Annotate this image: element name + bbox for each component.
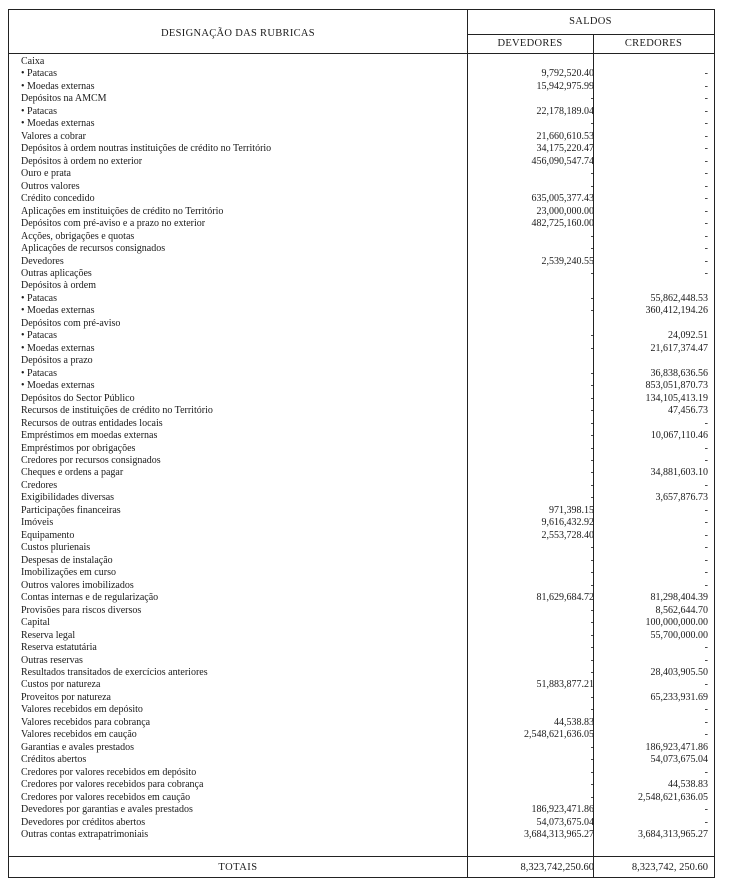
- row-debtors-value: -: [590, 292, 594, 304]
- table-row: [9, 206, 714, 218]
- row-debtors-value: 635,005,377.43: [531, 193, 594, 205]
- row-creditors-value: -: [704, 105, 708, 117]
- table-row: [9, 355, 714, 367]
- row-creditors-value: -: [704, 143, 708, 155]
- table-row: [9, 592, 714, 604]
- totals-rule: [9, 856, 714, 857]
- header-bottom-rule: [9, 53, 714, 54]
- table-row: [9, 655, 714, 667]
- row-creditors-value: -: [704, 218, 708, 230]
- row-debtors-value: -: [590, 405, 594, 417]
- row-label: Equipamento: [21, 529, 75, 541]
- row-debtors-value: -: [590, 691, 594, 703]
- table-row: [9, 318, 714, 330]
- row-label: Cheques e ordens a pagar: [21, 467, 124, 479]
- row-label: Valores recebidos em caução: [21, 729, 137, 741]
- row-debtors-value: 23,000,000.00: [536, 205, 594, 217]
- row-debtors-value: -: [590, 617, 594, 629]
- row-label: Resultados transitados de exercícios anteriores: [21, 666, 208, 678]
- row-debtors-value: -: [590, 180, 594, 192]
- balances-header: SALDOS: [569, 16, 612, 27]
- table-row: [9, 243, 714, 255]
- row-label: Ouro e prata: [21, 168, 71, 180]
- row-creditors-value: -: [704, 243, 708, 255]
- table-row: [9, 630, 714, 642]
- row-creditors-value: -: [704, 504, 708, 516]
- row-label: Depósitos à ordem no exterior: [21, 155, 143, 167]
- row-label: • Patacas: [21, 292, 57, 304]
- row-creditors-value: -: [704, 517, 708, 529]
- row-label: Recursos de instituições de crédito no Território: [21, 405, 213, 417]
- row-debtors-value: -: [590, 604, 594, 616]
- row-debtors-value: -: [590, 629, 594, 641]
- row-label: Provisões para riscos diversos: [21, 604, 142, 616]
- row-creditors-value: -: [704, 816, 708, 828]
- row-label: Outras reservas: [21, 654, 83, 666]
- table-row: [9, 293, 714, 305]
- row-debtors-value: -: [590, 305, 594, 317]
- totals-label: TOTAIS: [218, 862, 258, 873]
- table-row: [9, 617, 714, 629]
- row-debtors-value: -: [590, 342, 594, 354]
- table-row: [9, 181, 714, 193]
- row-debtors-value: 51,883,877.21: [536, 679, 594, 691]
- row-creditors-value: -: [704, 804, 708, 816]
- row-creditors-value: -: [704, 455, 708, 466]
- table-row: [9, 418, 714, 430]
- table-row: [9, 218, 714, 230]
- table-row: [9, 530, 714, 542]
- row-debtors-value: 186,923,471.86: [531, 804, 594, 816]
- table-row: [9, 667, 714, 679]
- row-label: Valores recebidos para cobrança: [21, 716, 151, 728]
- row-debtors-value: -: [590, 542, 594, 554]
- row-debtors-value: -: [590, 741, 594, 753]
- row-creditors-value: -: [704, 679, 708, 691]
- row-label: Depósitos na AMCM: [21, 93, 107, 105]
- row-debtors-value: -: [590, 267, 594, 279]
- table-row: [9, 729, 714, 741]
- row-label: Credores por valores recebidos em depósito: [21, 766, 197, 778]
- table-row: [9, 81, 714, 93]
- row-label: Depósitos a prazo: [21, 355, 93, 367]
- row-debtors-value: -: [590, 754, 594, 766]
- row-label: Capital: [21, 617, 50, 629]
- table-row: [9, 679, 714, 691]
- table-row: [9, 305, 714, 317]
- row-debtors-value: 3,684,313,965.27: [524, 829, 594, 841]
- row-debtors-value: 971,398.15: [549, 504, 594, 516]
- row-creditors-value: 34,881,603.10: [650, 467, 708, 479]
- table-row: [9, 430, 714, 442]
- row-creditors-value: -: [704, 529, 708, 541]
- row-creditors-value: -: [704, 716, 708, 728]
- row-debtors-value: -: [590, 567, 594, 579]
- row-creditors-value: -: [704, 118, 708, 130]
- row-label: Reserva estatutária: [21, 642, 97, 654]
- row-debtors-value: -: [590, 704, 594, 716]
- row-creditors-value: -: [704, 654, 708, 666]
- row-debtors-value: -: [590, 779, 594, 791]
- table-row: [9, 330, 714, 342]
- row-creditors-value: -: [704, 80, 708, 92]
- row-label: • Patacas: [21, 105, 57, 117]
- totals-row: [9, 858, 714, 878]
- table-row: [9, 56, 714, 68]
- row-creditors-value: 65,233,931.69: [650, 691, 708, 703]
- row-debtors-value: -: [590, 766, 594, 778]
- row-label: Credores por recursos consignados: [21, 455, 161, 466]
- row-debtors-value: -: [590, 579, 594, 591]
- row-label: Valores recebidos em depósito: [21, 704, 143, 716]
- row-creditors-value: 81,298,404.39: [650, 592, 708, 604]
- row-label: Depósitos à ordem noutras instituições de crédito no Território: [21, 143, 272, 155]
- table-row: [9, 231, 714, 243]
- row-label: • Moedas externas: [21, 118, 95, 130]
- row-label: Outros valores imobilizados: [21, 579, 134, 591]
- table-row: [9, 380, 714, 392]
- row-label: • Moedas externas: [21, 80, 95, 92]
- row-creditors-value: -: [704, 479, 708, 491]
- row-label: Credores por valores recebidos em caução: [21, 791, 191, 803]
- row-creditors-value: -: [704, 417, 708, 429]
- row-creditors-value: -: [704, 255, 708, 267]
- table-row: [9, 68, 714, 80]
- row-debtors-value: 54,073,675.04: [536, 816, 594, 828]
- row-label: Devedores por garantias e avales prestados: [21, 804, 193, 816]
- table-row: [9, 792, 714, 804]
- row-label: Empréstimos em moedas externas: [21, 430, 158, 442]
- table-row: [9, 692, 714, 704]
- row-creditors-value: -: [704, 93, 708, 105]
- table-row: [9, 193, 714, 205]
- table-row: [9, 542, 714, 554]
- row-creditors-value: -: [704, 542, 708, 554]
- row-creditors-value: -: [704, 766, 708, 778]
- row-creditors-value: 55,700,000.00: [650, 629, 708, 641]
- table-row: [9, 143, 714, 155]
- row-label: Despesas de instalação: [21, 554, 113, 566]
- row-debtors-value: 9,792,520.40: [541, 68, 594, 80]
- row-debtors-value: -: [590, 492, 594, 504]
- row-creditors-value: 21,617,374.47: [650, 342, 708, 354]
- row-creditors-value: -: [704, 579, 708, 591]
- table-row: [9, 118, 714, 130]
- table-row: [9, 754, 714, 766]
- row-debtors-value: 21,660,610.53: [536, 130, 594, 142]
- row-label: Imóveis: [21, 517, 54, 529]
- row-creditors-value: 47,456.73: [668, 405, 708, 417]
- table-row: [9, 767, 714, 779]
- row-label: Credores: [21, 479, 58, 491]
- row-label: • Moedas externas: [21, 305, 95, 317]
- row-debtors-value: -: [590, 479, 594, 491]
- table-row: [9, 405, 714, 417]
- table-row: [9, 256, 714, 268]
- row-label: Custos plurienais: [21, 542, 91, 554]
- row-label: Garantias e avales prestados: [21, 741, 135, 753]
- row-label: • Moedas externas: [21, 342, 95, 354]
- table-row: [9, 168, 714, 180]
- table-row: [9, 268, 714, 280]
- row-debtors-value: -: [590, 118, 594, 130]
- row-creditors-value: 186,923,471.86: [645, 741, 708, 753]
- row-label: Créditos abertos: [21, 754, 87, 766]
- totals-creditors: 8,323,742, 250.60: [631, 862, 708, 873]
- row-creditors-value: -: [704, 130, 708, 142]
- row-debtors-value: 22,178,189.04: [536, 105, 594, 117]
- row-label: Empréstimos por obrigações: [21, 442, 136, 454]
- table-row: [9, 505, 714, 517]
- row-debtors-value: 34,175,220.47: [536, 143, 594, 155]
- row-label: Proveitos por natureza: [21, 691, 111, 703]
- row-creditors-value: -: [704, 230, 708, 242]
- row-debtors-value: -: [590, 380, 594, 392]
- row-creditors-value: -: [704, 554, 708, 566]
- row-label: Depósitos com pré-aviso: [21, 317, 121, 329]
- row-debtors-value: 9,616,432.92: [541, 517, 594, 529]
- row-debtors-value: -: [590, 392, 594, 404]
- row-creditors-value: 3,684,313,965.27: [638, 829, 708, 841]
- row-creditors-value: 10,067,110.46: [650, 430, 708, 442]
- row-label: Valores a cobrar: [21, 130, 86, 142]
- table-row: [9, 717, 714, 729]
- row-creditors-value: 28,403,905.50: [650, 666, 708, 678]
- row-label: Outras aplicações: [21, 267, 92, 279]
- balance-table: [8, 9, 715, 878]
- row-label: Caixa: [21, 56, 45, 67]
- row-label: Participações financeiras: [21, 504, 121, 516]
- table-row: [9, 280, 714, 292]
- row-label: • Patacas: [21, 367, 57, 379]
- table-row: [9, 480, 714, 492]
- row-label: Depósitos com pré-aviso e a prazo no exterior: [21, 218, 206, 230]
- row-debtors-value: -: [590, 554, 594, 566]
- row-debtors-value: 44,538.83: [554, 716, 594, 728]
- row-debtors-value: -: [590, 93, 594, 105]
- table-row: [9, 804, 714, 816]
- table-row: [9, 517, 714, 529]
- row-debtors-value: -: [590, 791, 594, 803]
- row-label: • Patacas: [21, 68, 57, 80]
- row-creditors-value: -: [704, 168, 708, 180]
- header-divider: [467, 34, 714, 35]
- row-debtors-value: 482,725,160.00: [531, 218, 594, 230]
- totals-debtors: 8,323,742,250.60: [520, 862, 594, 873]
- row-label: Credores por valores recebidos para cobrança: [21, 779, 204, 791]
- designation-header: DESIGNAÇÃO DAS RUBRICAS: [161, 28, 315, 39]
- row-label: Devedores por créditos abertos: [21, 816, 146, 828]
- row-creditors-value: 24,092.51: [668, 330, 708, 342]
- row-debtors-value: -: [590, 430, 594, 442]
- row-creditors-value: 55,862,448.53: [650, 292, 708, 304]
- row-creditors-value: -: [704, 193, 708, 205]
- row-debtors-value: -: [590, 642, 594, 654]
- row-debtors-value: 2,548,621,636.05: [524, 729, 594, 741]
- table-row: [9, 467, 714, 479]
- creditors-header: CREDORES: [624, 38, 683, 49]
- table-row: [9, 492, 714, 504]
- table-row: [9, 156, 714, 168]
- debtors-header: DEVEDORES: [497, 38, 563, 49]
- table-row: [9, 368, 714, 380]
- row-debtors-value: -: [590, 455, 594, 466]
- table-row: [9, 817, 714, 829]
- row-creditors-value: -: [704, 642, 708, 654]
- row-creditors-value: 360,412,194.26: [645, 305, 708, 317]
- row-creditors-value: 2,548,621,636.05: [638, 791, 708, 803]
- row-debtors-value: -: [590, 654, 594, 666]
- row-label: Contas internas e de regularização: [21, 592, 159, 604]
- row-label: Recursos de outras entidades locais: [21, 417, 163, 429]
- table-row: [9, 605, 714, 617]
- row-creditors-value: -: [704, 729, 708, 741]
- table-row: [9, 131, 714, 143]
- row-debtors-value: 2,553,728.40: [541, 529, 594, 541]
- table-row: [9, 829, 714, 841]
- row-debtors-value: -: [590, 330, 594, 342]
- row-creditors-value: -: [704, 68, 708, 80]
- table-row: [9, 567, 714, 579]
- row-debtors-value: 15,942,975.99: [536, 80, 594, 92]
- row-label: Outros valores: [21, 180, 80, 192]
- row-debtors-value: -: [590, 666, 594, 678]
- row-label: Reserva legal: [21, 629, 76, 641]
- row-creditors-value: -: [704, 205, 708, 217]
- row-debtors-value: -: [590, 230, 594, 242]
- row-label: Crédito concedido: [21, 193, 95, 205]
- table-body: [9, 56, 714, 842]
- row-creditors-value: -: [704, 442, 708, 454]
- row-debtors-value: 2,539,240.55: [541, 255, 594, 267]
- row-creditors-value: -: [704, 704, 708, 716]
- table-row: [9, 106, 714, 118]
- table-row: [9, 742, 714, 754]
- row-debtors-value: -: [590, 467, 594, 479]
- row-label: • Patacas: [21, 330, 57, 342]
- row-debtors-value: -: [590, 417, 594, 429]
- row-label: Aplicações de recursos consignados: [21, 243, 166, 255]
- table-row: [9, 779, 714, 791]
- table-row: [9, 93, 714, 105]
- row-creditors-value: 36,838,636.56: [650, 367, 708, 379]
- table-row: [9, 343, 714, 355]
- row-label: Depósitos do Sector Público: [21, 392, 135, 404]
- row-creditors-value: 3,657,876.73: [655, 492, 708, 504]
- row-label: Depósitos à ordem: [21, 280, 96, 292]
- row-creditors-value: 100,000,000.00: [645, 617, 708, 629]
- row-creditors-value: 853,051,870.73: [645, 380, 708, 392]
- row-debtors-value: 81,629,684.72: [536, 592, 594, 604]
- table-row: [9, 704, 714, 716]
- row-creditors-value: 8,562,644.70: [655, 604, 708, 616]
- row-label: Aplicações em instituições de crédito no Território: [21, 205, 224, 217]
- row-debtors-value: -: [590, 442, 594, 454]
- row-label: Imobilizações em curso: [21, 567, 116, 579]
- row-label: Exigibilidades diversas: [21, 492, 115, 504]
- table-row: [9, 393, 714, 405]
- row-label: Outras contas extrapatrimoniais: [21, 829, 149, 841]
- row-creditors-value: -: [704, 155, 708, 167]
- row-label: Devedores: [21, 255, 64, 267]
- row-creditors-value: 54,073,675.04: [650, 754, 708, 766]
- row-debtors-value: 456,090,547.74: [531, 155, 594, 167]
- row-creditors-value: -: [704, 567, 708, 579]
- row-creditors-value: 44,538.83: [668, 779, 708, 791]
- row-creditors-value: -: [704, 267, 708, 279]
- row-label: Acções, obrigações e quotas: [21, 230, 135, 242]
- table-row: [9, 443, 714, 455]
- table-row: [9, 555, 714, 567]
- row-label: • Moedas externas: [21, 380, 95, 392]
- table-row: [9, 455, 714, 467]
- row-debtors-value: -: [590, 168, 594, 180]
- row-debtors-value: -: [590, 243, 594, 255]
- row-creditors-value: 134,105,413.19: [645, 392, 708, 404]
- table-row: [9, 642, 714, 654]
- table-row: [9, 580, 714, 592]
- row-label: Custos por natureza: [21, 679, 101, 691]
- row-creditors-value: -: [704, 180, 708, 192]
- row-debtors-value: -: [590, 367, 594, 379]
